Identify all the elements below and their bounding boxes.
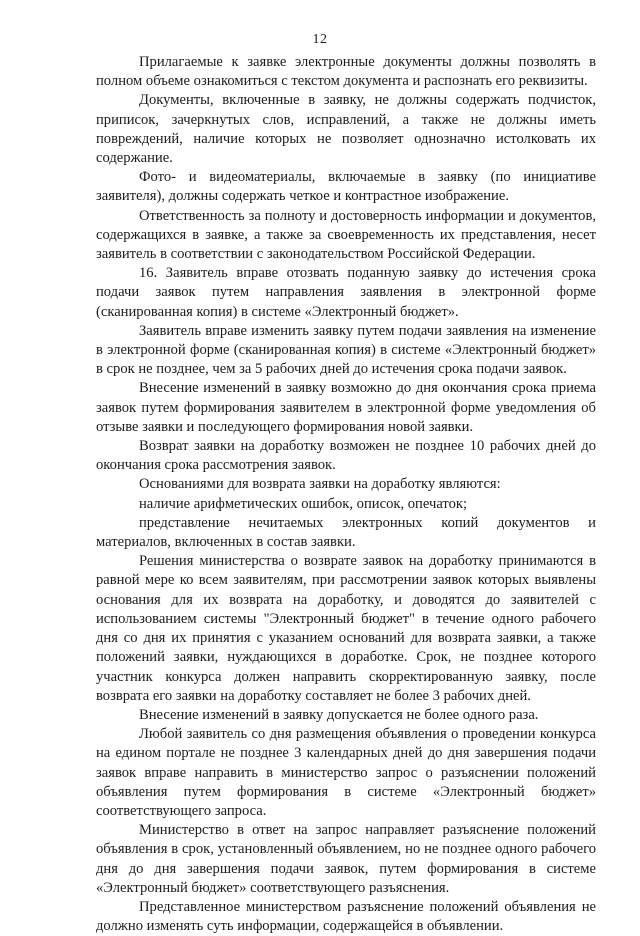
paragraph: Министерство в ответ на запрос направляет разъяснение положений объявления в срок, установленный объявлением, но не позднее одного рабочего дня до дня завершения подачи заявок, путем формирования в системе «Электронный бюджет» соответствующего разъяснения. [96,822,596,896]
paragraph: Фото- и видеоматериалы, включаемые в заявку (по инициативе заявителя), должны содержать четкое и контрастное изображение. [96,169,596,205]
paragraph: представление нечитаемых электронных копий документов и материалов, включенных в состав заявки. [96,514,596,551]
document-body [96,53,596,936]
paragraph: Внесение изменений в заявку возможно до дня окончания срока приема заявок путем формирования заявителем в электронной форме уведомления об отзыве заявки и последующего формирования новой заявки. [96,380,596,435]
paragraph: Заявитель вправе изменить заявку путем подачи заявления на изменение в электронной форме (сканированная копия) в системе «Электронный бюджет» в срок не позднее, чем за 5 рабочих дней до истечения срока подачи заявок. [96,322,596,378]
paragraph: Основаниями для возврата заявки на доработку являются: [139,476,501,493]
paragraph: Внесение изменений в заявку допускается не более одного раза. [139,706,539,723]
paragraph: Ответственность за полноту и достоверность информации и документов, содержащихся в заявке, а также за своевременность их представления, несет заявитель в соответствии с законодательством Российской Федерации. [96,207,596,263]
page-number: 12 [312,32,328,47]
paragraph: 16. Заявитель вправе отозвать поданную заявку до истечения срока подачи заявок путем направления заявления в электронной форме (сканированная копия) в системе «Электронный бюджет». [96,265,596,320]
paragraph: Возврат заявки на доработку возможен не позднее 10 рабочих дней до окончания срока рассмотрения заявок. [96,438,596,474]
paragraph: Прилагаемые к заявке электронные документы должны позволять в полном объеме ознакомиться с текстом документа и распознать его реквизиты. [96,54,596,90]
paragraph: Представленное министерством разъяснение положений объявления не должно изменять суть информации, содержащейся в объявлении. [96,898,596,935]
paragraph: Любой заявитель со дня размещения объявления о проведении конкурса на едином портале не позднее 3 календарных дней до дня завершения подачи заявок вправе направить в министерство запрос о разъяснении положений объявления путем формирования в системе «Электронный бюджет» соответствующего запроса. [96,726,596,819]
paragraph: Документы, включенные в заявку, не должны содержать подчисток, приписок, зачеркнутых слов, исправлений, а также не должны иметь повреждений, наличие которых не позволяет однозначно истолковать их содержание. [96,92,596,167]
paragraph: Решения министерства о возврате заявок на доработку принимаются в равной мере ко всем заявителям, при рассмотрении заявок которых выявлены основания для их возврата на доработку, и доводятся до заявителей с использованием системы "Электронный бюджет" в течение одного рабочего дня со дня их принятия с указанием оснований для возврата заявки, а также положений заявки, нуждающихся в доработке. Срок, не позднее которого участник конкурса должен направить скорректированную заявку, после возврата его заявки на доработку составляет не более 3 рабочих дней. [96,553,596,704]
paragraph: наличие арифметических ошибок, описок, опечаток; [139,495,468,512]
